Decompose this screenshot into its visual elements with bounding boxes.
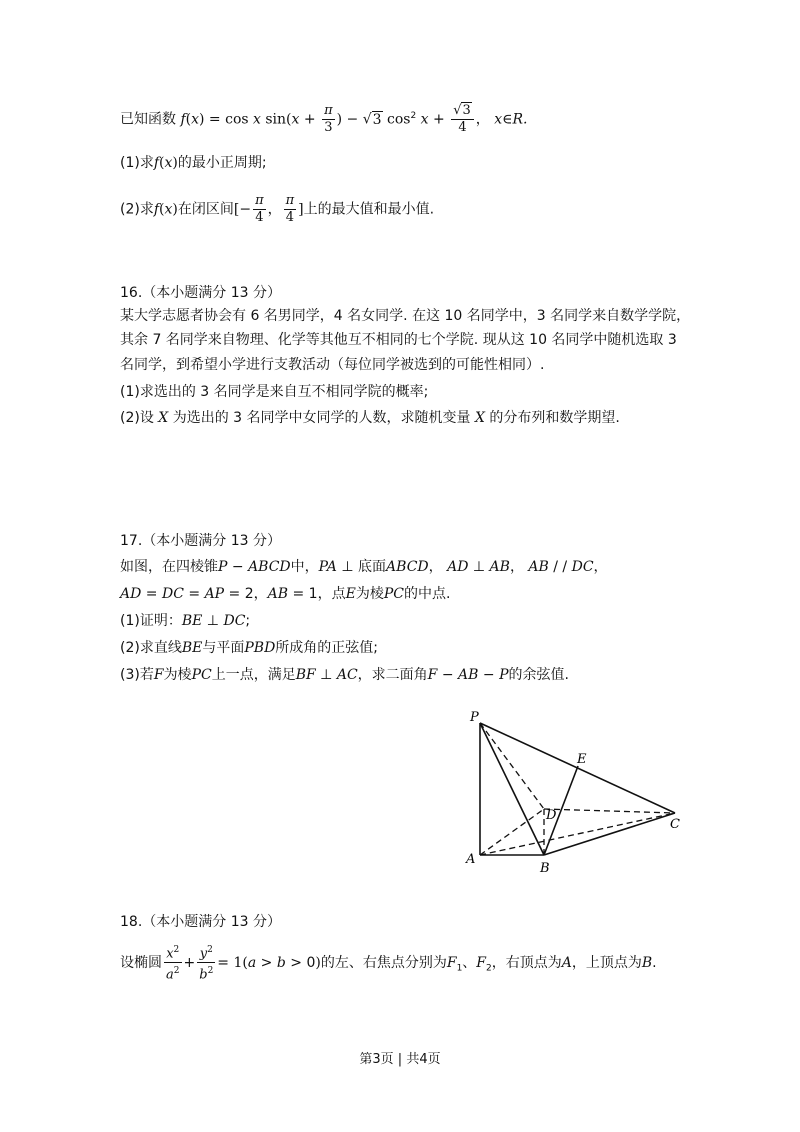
q15-part2-b: 在闭区间 [177,201,234,218]
q16-part2-b: 为选出的 3 名同学中女同学的人数，求随机变量 [172,410,471,426]
q17-part2-c: 所成角的正弦值; [275,640,379,656]
label-d: D [546,808,557,823]
q16-text1: 某大学志愿者协会有 6 名男同学，4 名女同学. 在这 10 名同学中，3 名同学来自数学学院， [120,308,691,324]
edge-ac-hidden [480,813,675,855]
label-e: E [577,752,587,767]
q17-part3-c: 上一点，满足 [211,667,296,683]
q17-text1-a: 如图，在四棱锥 [120,559,218,575]
q18-heading: 18.（本小题满分 13 分） [120,914,281,930]
q18-text-c: ，右顶点为 [491,954,562,971]
q17-text1-c: 底面 [358,559,387,575]
q15-stem-suffix: x∈R. [494,111,528,128]
label-p: P [470,710,479,725]
q18-text: 设椭圆 $\frac{x^2}{a^2}$ + $\frac{y^2}{b^2}$ = 1(a > b > 0)的左、右焦点分别为$F_1$、$F_2$，右顶点为A，上顶点为B. [120,942,657,984]
q17-part3-e: 的余弦值. [508,667,569,683]
q15-part2: (2)求f(x)在闭区间[− $\frac{\pi}{4}$ ， $\frac{\pi}{4}$ ]上的最大值和最小值. [120,193,435,225]
q16-part1: (1)求选出的 3 名同学是来自互不相同学院的概率; [120,384,429,400]
label-a: A [466,852,476,867]
q18-text-d: ，上顶点为 [571,954,642,971]
q17-part3-a: (3)若 [120,667,154,683]
q15-stem-prefix: 已知函数 [120,111,176,128]
label-b: B [540,861,550,875]
q16-part2-c: 的分布列和数学期望. [489,410,620,426]
q17-part1-label: (1)证明： [120,613,182,629]
q17-text2: AD = DC = AP = 2，AB = 1，点E为棱PC的中点. [120,586,451,602]
q17-part2: (2)求直线BE与平面PBD所成角的正弦值; [120,640,379,656]
q16-text3: 名同学，到希望小学进行支教活动（每位同学被选到的可能性相同）. [120,357,545,373]
q15-part1-b: 的最小正周期; [177,155,267,171]
q15-part1: (1)求f(x)的最小正周期; [120,155,267,171]
edge-bc [544,813,675,855]
q17-text2-d: 的中点. [403,586,451,602]
q17-part2-a: (2)求直线 [120,640,182,656]
q17-text2-b: 点 [331,586,346,602]
q17-part2-b: 与平面 [202,640,245,656]
q16-part2: (2)设 X 为选出的 3 名同学中女同学的人数，求随机变量 X 的分布列和数学期望. [120,410,620,426]
q15-part1-a: (1)求 [120,155,154,171]
q17-text1-b: 中， [290,559,319,575]
q17-text1: 如图，在四棱锥P − ABCD中，PA ⊥ 底面ABCD， AD ⊥ AB， AB / / DC， [120,559,608,575]
q17-part3-b: 为棱 [163,667,192,683]
edge-pb [480,723,544,855]
q16-heading: 16.（本小题满分 13 分） [120,285,281,301]
q18-text-e: . [652,954,657,971]
pyramid-figure [460,705,690,875]
q17-text2-a: ， [253,586,268,602]
q17-part3-d: ，求二面角 [357,667,428,683]
page-footer: 第3页 | 共4页 [359,1052,441,1067]
q16-part2-a: (2)设 [120,410,154,426]
edge-pd-hidden [480,723,544,809]
q18-text-a: 设椭圆 [120,954,162,971]
q15-part2-a: (2)求 [120,201,154,218]
q17-part3: (3)若F为棱PC上一点，满足BF ⊥ AC，求二面角F − AB − P的余弦值. [120,667,569,683]
edge-dc-hidden [544,809,675,813]
label-c: C [670,817,680,832]
q17-text2-c: 为棱 [355,586,384,602]
q15-stem: 已知函数 f(x) = cos x sin(x + $\frac{\pi}{3}$ ) − √3 $\cos^2 x$ + $\frac{√3}{4}$ ， x∈R. [120,103,528,135]
q17-heading: 17.（本小题满分 13 分） [120,533,281,549]
q18-text-b: 的左、右焦点分别为 [320,954,447,971]
q16-text2: 其余 7 名同学来自物理、化学等其他互不相同的七个学院. 现从这 10 名同学中随机选取 3 [120,332,677,348]
q17-part1: (1)证明：BE ⊥ DC; [120,613,251,629]
q15-part2-c: 上的最大值和最小值. [303,201,435,218]
